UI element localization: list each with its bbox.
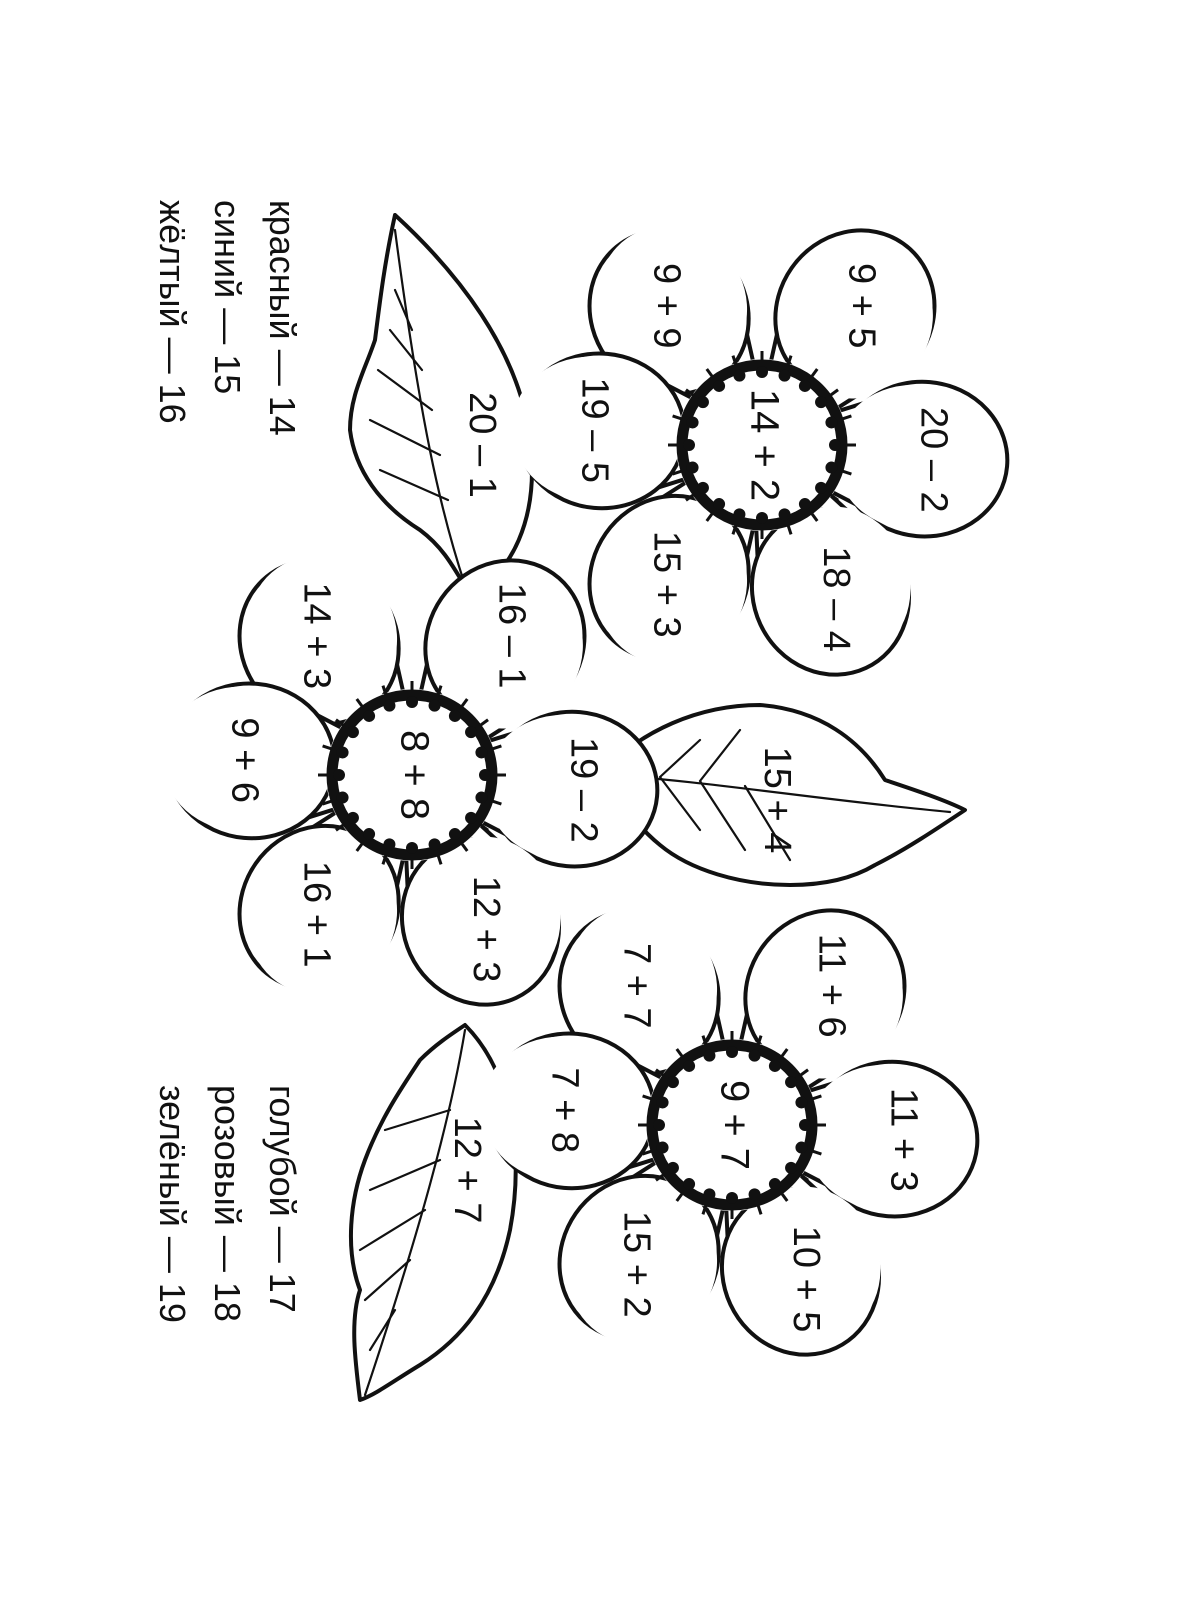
legend-left (152, 200, 303, 436)
center-label: 9 + 7 (712, 1079, 757, 1171)
petal-label: 15 + 2 (615, 1210, 658, 1318)
petal-label: 15 + 3 (645, 530, 688, 638)
center-label: 14 + 2 (742, 388, 787, 502)
petal-label: 19 – 5 (573, 377, 616, 484)
petal-label: 11 + 3 (882, 1087, 925, 1192)
legend-right (152, 1085, 303, 1323)
petal-label: 9 + 5 (840, 262, 883, 349)
leaf-label: 12 + 7 (445, 1116, 488, 1224)
legend-left-row-3: жёлтый — 16 (152, 200, 193, 424)
petal-label: 9 + 9 (645, 262, 688, 349)
leaf-label: 20 – 1 (460, 392, 503, 498)
petal-label: 14 + 3 (295, 582, 338, 690)
legend-left-row-1: красный — 14 (262, 200, 303, 436)
legend-left-row-2: синий — 15 (207, 200, 248, 395)
petal-label: 16 – 1 (490, 582, 533, 689)
petal-label: 18 – 4 (814, 546, 857, 652)
petal-label: 7 + 8 (543, 1067, 586, 1153)
petal-label: 16 + 1 (295, 860, 338, 968)
petal-label: 20 – 2 (912, 406, 955, 513)
center-label: 8 + 8 (392, 729, 437, 821)
legend-right-row-3: зелёный — 19 (152, 1085, 193, 1323)
leaf-label: 15 + 4 (755, 746, 798, 854)
petal-label: 19 – 2 (562, 736, 605, 843)
petal-label: 9 + 6 (223, 717, 266, 803)
petal-label: 7 + 7 (615, 942, 658, 1029)
petal-label: 11 + 6 (810, 933, 853, 1038)
legend-right-row-1: голубой — 17 (262, 1085, 303, 1313)
petal-label: 12 + 3 (464, 875, 507, 983)
legend-right-row-2: розовый — 18 (207, 1085, 248, 1322)
petal-label: 10 + 5 (784, 1225, 827, 1333)
leaf-top (350, 215, 532, 595)
